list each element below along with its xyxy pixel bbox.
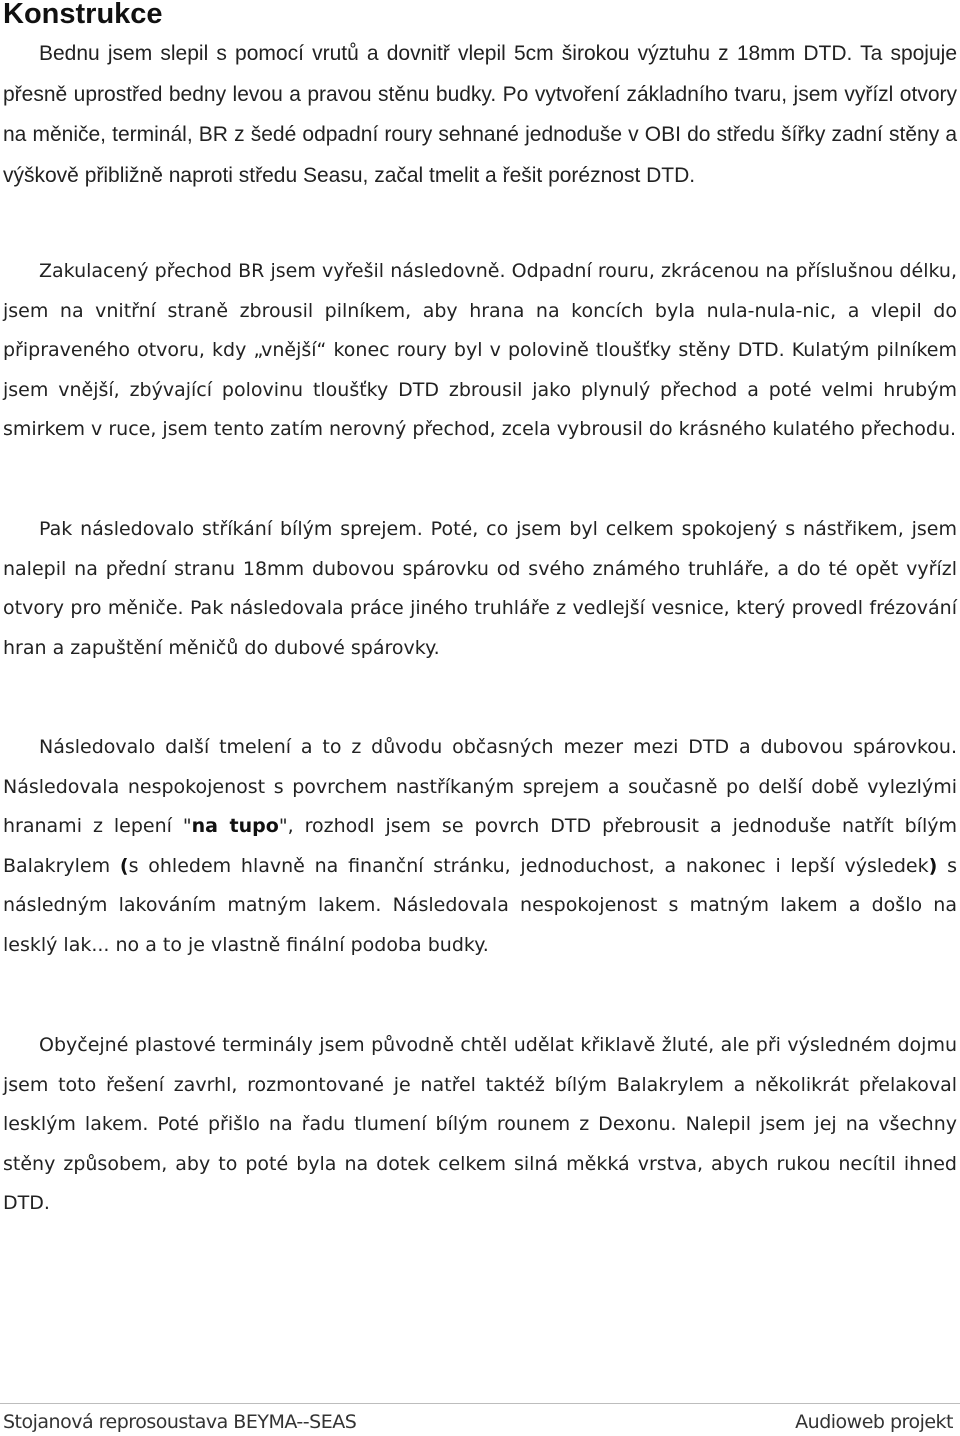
text-run: s ohledem hlavně na finanční stránku, jednoduchost, a nakonec i lepší výsledek [128, 854, 929, 877]
text-run: Následovalo další tmelení a to z důvodu občasných mezer mezi DTD a dubovou spárovkou. Následovala nespokojenost s povrchem nastříkaným sprejem a současně po delší době vylezlými hranami z lepení " [3, 736, 957, 838]
paragraph-spraying: Pak následovalo stříkání bílým sprejem. Poté, co jsem byl celkem spokojený s nástřikem, jsem nalepil na přední stranu 18mm dubovou spárovku od svého známého truhláře, a do té opět vyřízl otvory pro měniče. Pak následovala práce jiného truhláře z vedlejší vesnice, který provedl frézování hran a zapuštění měničů do dubové spárovky. [3, 518, 957, 659]
text-run: s následným lakováním matným lakem. Následovala nespokojenost s matným lakem a došlo na lesklý lak... no a to je vlastně finální podoba budky. [3, 854, 957, 956]
footer-document-title: Stojanová reprosoustava BEYMA--SEAS [3, 1411, 357, 1433]
paragraph-construction: Bednu jsem slepil s pomocí vrutů a dovnitř vlepil 5cm širokou výztuhu z 18mm DTD. Ta spojuje přesně uprostřed bedny levou a pravou stěnu budky. Po vytvoření základního tvaru, jsem vyřízl otvory na měniče, terminál, BR z šedé odpadní roury sehnané jednoduše v OBI do středu šířky zadní stěny a výškově přibližně naproti středu Seasu, začal tmelit a řešit poréznost DTD. [3, 42, 957, 187]
section-heading: Konstrukce [3, 0, 163, 30]
footer-project-name: Audioweb projekt [795, 1411, 953, 1433]
paragraph-terminals: Obyčejné plastové terminály jsem původně chtěl udělat křiklavě žluté, ale při výsledném dojmu jsem toto řešení zavrhl, rozmontované je natřel taktéž bílým Balakrylem a několikrát přelakoval lesklým lakem. Poté přišlo na řadu tlumení bílým rounem z Dexonu. Nalepil jsem jej na všechny stěny způsobem, aby to poté byla na dotek celkem silná měkká vrstva, abych rukou necítil ihned DTD. [3, 1034, 957, 1215]
bold-parenthesis-open: ( [119, 854, 129, 877]
paragraph-bass-reflex: Zakulacený přechod BR jsem vyřešil následovně. Odpadní rouru, zkrácenou na příslušnou délku, jsem na vnitřní straně zbrousil pilníkem, aby hrana na koncích byla nula-nula-nic, a vlepil do připraveného otvoru, kdy „vnější“ konec roury byl v polovině tloušťky stěny DTD. Kulatým pilníkem jsem vnější, zbývající polovinu tloušťky DTD zbrousil jako plynulý přechod a poté velmi hrubým smirkem v ruce, jsem tento zatím nerovný přechod, zcela vybrousil do krásného kulatého přechodu. [3, 260, 957, 441]
footer-divider [0, 1403, 960, 1404]
bold-text: na tupo [191, 815, 279, 838]
paragraph-finishing [3, 728, 957, 966]
text-run: ", rozhodl jsem se povrch DTD přebrousit a jednoduše natřít bílým Balakrylem [3, 815, 957, 877]
bold-parenthesis-close: ) [928, 854, 938, 877]
